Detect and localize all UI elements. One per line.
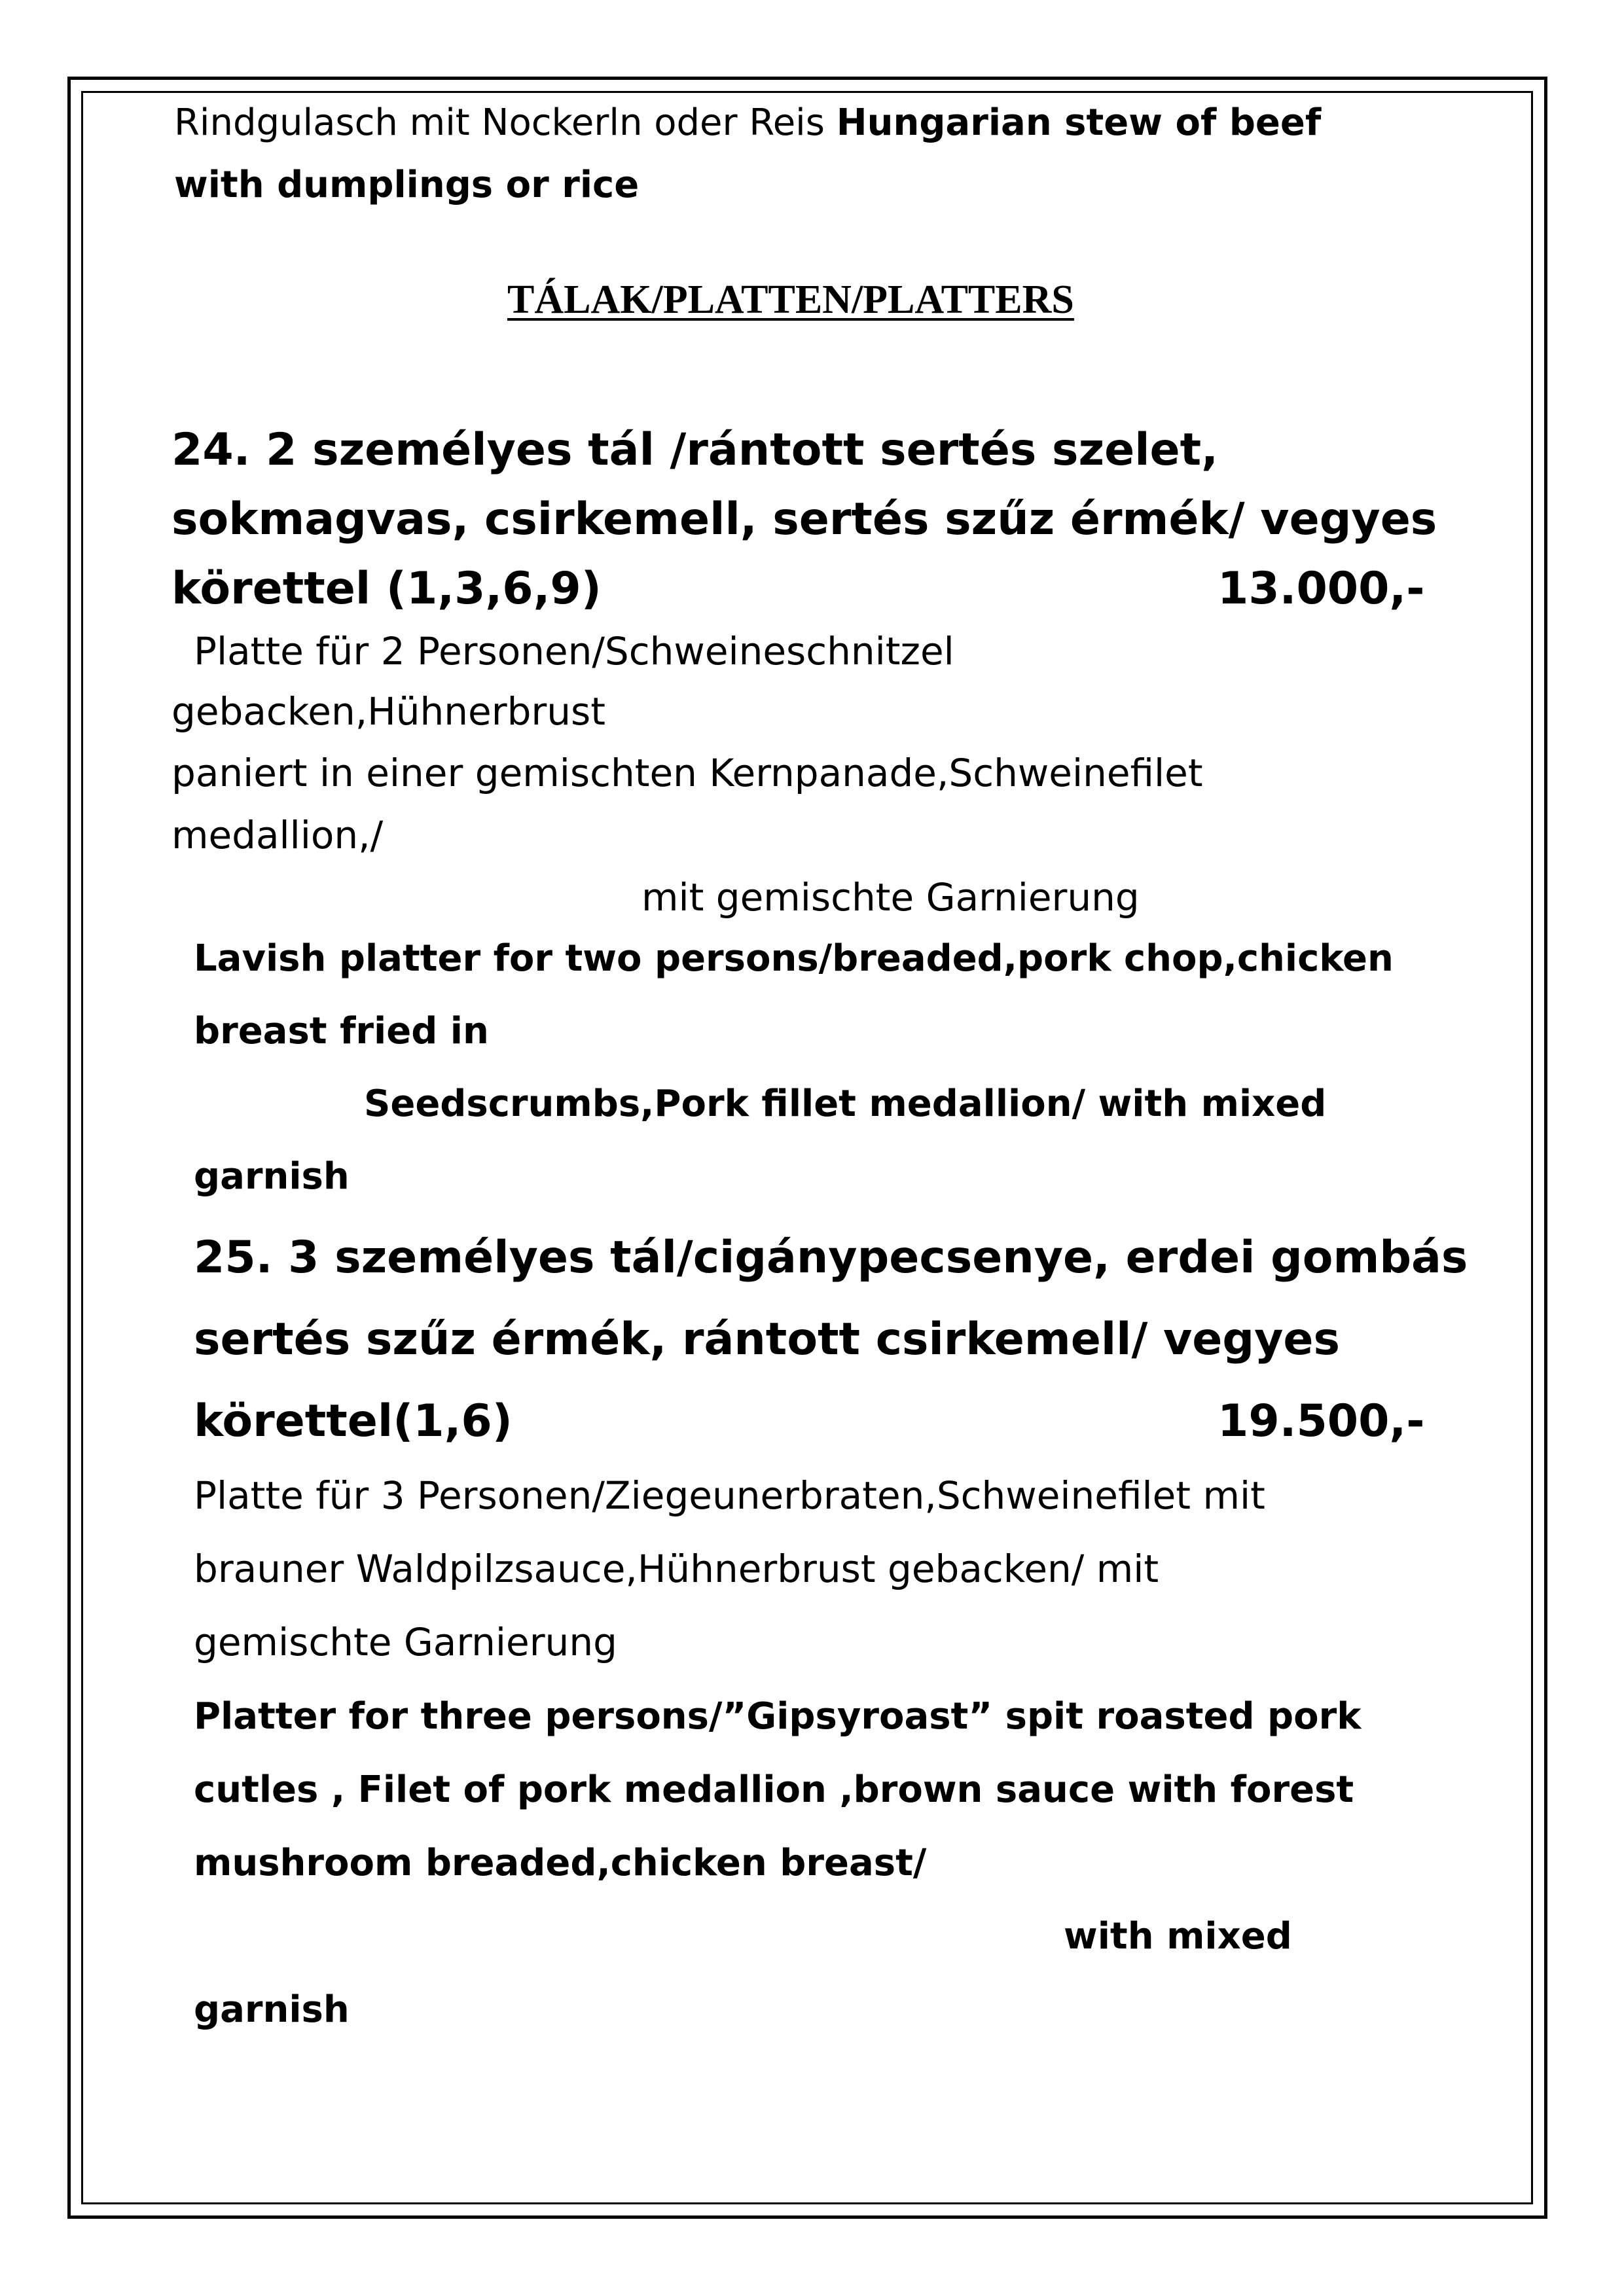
- item24-de-line-4: medallion,/: [171, 813, 384, 857]
- item25-de-line-2: brauner Waldpilzsauce,Hühnerbrust gebacken/ mit: [194, 1547, 1159, 1591]
- item25-en-line-3: mushroom breaded,chicken breast/: [194, 1842, 927, 1884]
- item24-en-line-3: Seedscrumbs,Pork fillet medallion/ with mixed: [364, 1083, 1327, 1125]
- intro-english-line-2: with dumplings or rice: [174, 164, 640, 206]
- item24-hu-line-3: körettel (1,3,6,9): [171, 563, 602, 615]
- intro-line-1: [174, 101, 1322, 144]
- item25-en-line-5: garnish: [194, 1988, 350, 2031]
- item25-en-line-4: with mixed: [1064, 1915, 1292, 1958]
- item24-de-line-2: gebacken,Hühnerbrust: [171, 689, 605, 734]
- item24-en-line-4: garnish: [194, 1155, 350, 1198]
- item24-price: 13.000,-: [1218, 563, 1425, 615]
- item24-de-line-3: paniert in einer gemischten Kernpanade,Schweinefilet: [171, 751, 1203, 795]
- item25-hu-line-3: körettel(1,6): [194, 1395, 513, 1447]
- item25-hu-line-2: sertés szűz érmék, rántott csirkemell/ vegyes: [194, 1314, 1340, 1365]
- section-heading: TÁLAK/PLATTEN/PLATTERS: [507, 278, 1074, 322]
- item25-de-line-1: Platte für 3 Personen/Ziegeunerbraten,Schweinefilet mit: [194, 1473, 1265, 1518]
- item24-hu-line-2: sokmagvas, csirkemell, sertés szűz érmék/ vegyes: [171, 493, 1437, 545]
- page-border-inner: [81, 91, 1533, 2204]
- item24-de-line-1: Platte für 2 Personen/Schweineschnitzel: [194, 629, 954, 673]
- item25-de-line-3: gemischte Garnierung: [194, 1620, 617, 1664]
- intro-german: Rindgulasch mit Nockerln oder Reis: [174, 101, 825, 144]
- item24-hu-line-1: 24. 2 személyes tál /rántott sertés szelet,: [171, 424, 1218, 476]
- item25-en-line-2: cutles , Filet of pork medallion ,brown sauce with forest: [194, 1768, 1354, 1811]
- item24-en-line-2: breast fried in: [194, 1010, 489, 1052]
- item25-price: 19.500,-: [1218, 1395, 1425, 1447]
- item25-en-line-1: Platter for three persons/”Gipsyroast” spit roasted pork: [194, 1695, 1362, 1738]
- intro-english: Hungarian stew of beef: [836, 101, 1322, 144]
- item24-en-line-1: Lavish platter for two persons/breaded,pork chop,chicken: [194, 937, 1394, 980]
- item24-de-line-5: mit gemischte Garnierung: [641, 875, 1140, 920]
- item25-hu-line-1: 25. 3 személyes tál/cigánypecsenye, erdei gombás: [194, 1232, 1468, 1283]
